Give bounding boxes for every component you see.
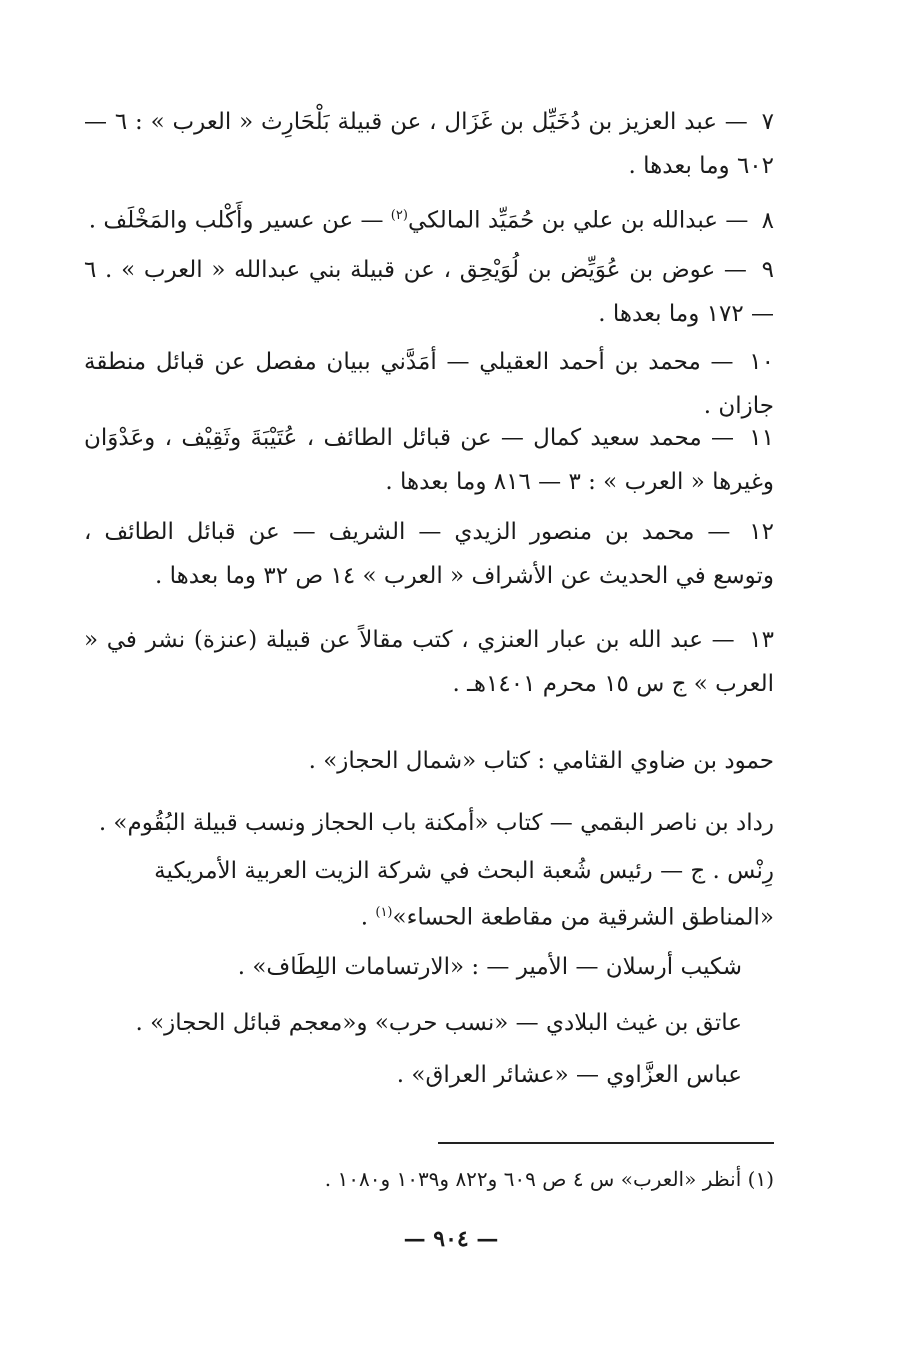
- reference-text: عباس العزَّاوي — «عشائر العراق» .: [396, 1062, 742, 1088]
- footnote-divider: [438, 1142, 774, 1144]
- entry-number: ١٣: [749, 627, 775, 653]
- entry-text: — عبد الله بن عبار العنزي ، كتب مقالاً عن قبيلة (عنزة) نشر في « العرب » ج س ١٥ محرم ١٤٠١هـ .: [84, 627, 774, 697]
- page-number: — ٩٠٤ —: [403, 1226, 499, 1252]
- reference-item: [82, 1052, 742, 1098]
- reference-text: رِنْس . ج — رئيس شُعبة البحث في شركة الزيت العربية الأمريكية «المناطق الشرقية من مقاطعة الحساء»: [154, 858, 774, 931]
- entry-number: ١١: [749, 425, 774, 451]
- entry-9: [84, 248, 774, 336]
- entry-7: [84, 100, 774, 188]
- entry-number: ٨: [761, 207, 774, 234]
- entry-number: ٩: [761, 257, 774, 283]
- reference-text-after: .: [360, 904, 376, 931]
- entry-text: — عبدالله بن علي بن حُمَيِّد المالكي: [407, 207, 749, 234]
- reference-item: [84, 738, 774, 784]
- reference-text: شكيب أرسلان — الأمير — : «الارتسامات اللِطَاف» .: [237, 954, 742, 980]
- reference-item: [84, 850, 774, 939]
- entry-number: ١٢: [749, 519, 775, 545]
- entry-text: — محمد بن منصور الزيدي — الشريف — عن قبائل الطائف ، وتوسع في الحديث عن الأشراف « العرب » ١٤ ص ٣٢ وما بعدها .: [84, 519, 774, 589]
- reference-item: [82, 944, 742, 990]
- entry-text-after: — عن عسير وأَكْلب والمَخْلَف .: [88, 207, 391, 234]
- footnote-marker: (١): [375, 905, 393, 920]
- reference-item: [82, 1000, 742, 1046]
- footnote-marker: (٢): [390, 208, 408, 223]
- reference-text: عاتق بن غيث البلادي — «نسب حرب» و«معجم قبائل الحجاز» .: [135, 1010, 742, 1036]
- entry-13: [84, 618, 774, 706]
- entry-text: — عبد العزيز بن دُخَيِّل بن غَزَال ، عن قبيلة بَلْحَارِث « العرب » : ٦ — ٦٠٢ وما بعدها .: [84, 109, 774, 179]
- entry-10: [84, 340, 774, 428]
- entry-text: — محمد سعيد كمال — عن قبائل الطائف ، عُتَيْبَةَ وثَقِيْف ، وعَدْوَان وغيرها « العرب » : ٣ — ٨١٦ وما بعدها .: [84, 425, 774, 495]
- footnote: (١) أنظر «العرب» س ٤ ص ٦٠٩ و٨٢٢ و١٠٣٩ و١٠٨٠ .: [324, 1167, 774, 1191]
- entry-text: — عوض بن عُوَيِّض بن لُوَيْحِق ، عن قبيلة بني عبدالله « العرب » . ٦ — ١٧٢ وما بعدها .: [84, 257, 774, 327]
- reference-text: رداد بن ناصر البقمي — كتاب «أمكنة باب الحجاز ونسب قبيلة البُقُوم» .: [98, 810, 774, 836]
- entry-11: [84, 416, 774, 504]
- reference-item: [84, 800, 774, 846]
- entry-number: ١٠: [749, 349, 775, 375]
- entry-text: — محمد بن أحمد العقيلي — أمَدَّني ببيان مفصل عن قبائل منطقة جازان .: [84, 349, 774, 419]
- entry-number: ٧: [761, 109, 774, 135]
- reference-text: حمود بن ضاوي القثامي : كتاب «شمال الحجاز» .: [308, 748, 774, 774]
- entry-8: [84, 194, 774, 243]
- entry-12: [84, 510, 774, 598]
